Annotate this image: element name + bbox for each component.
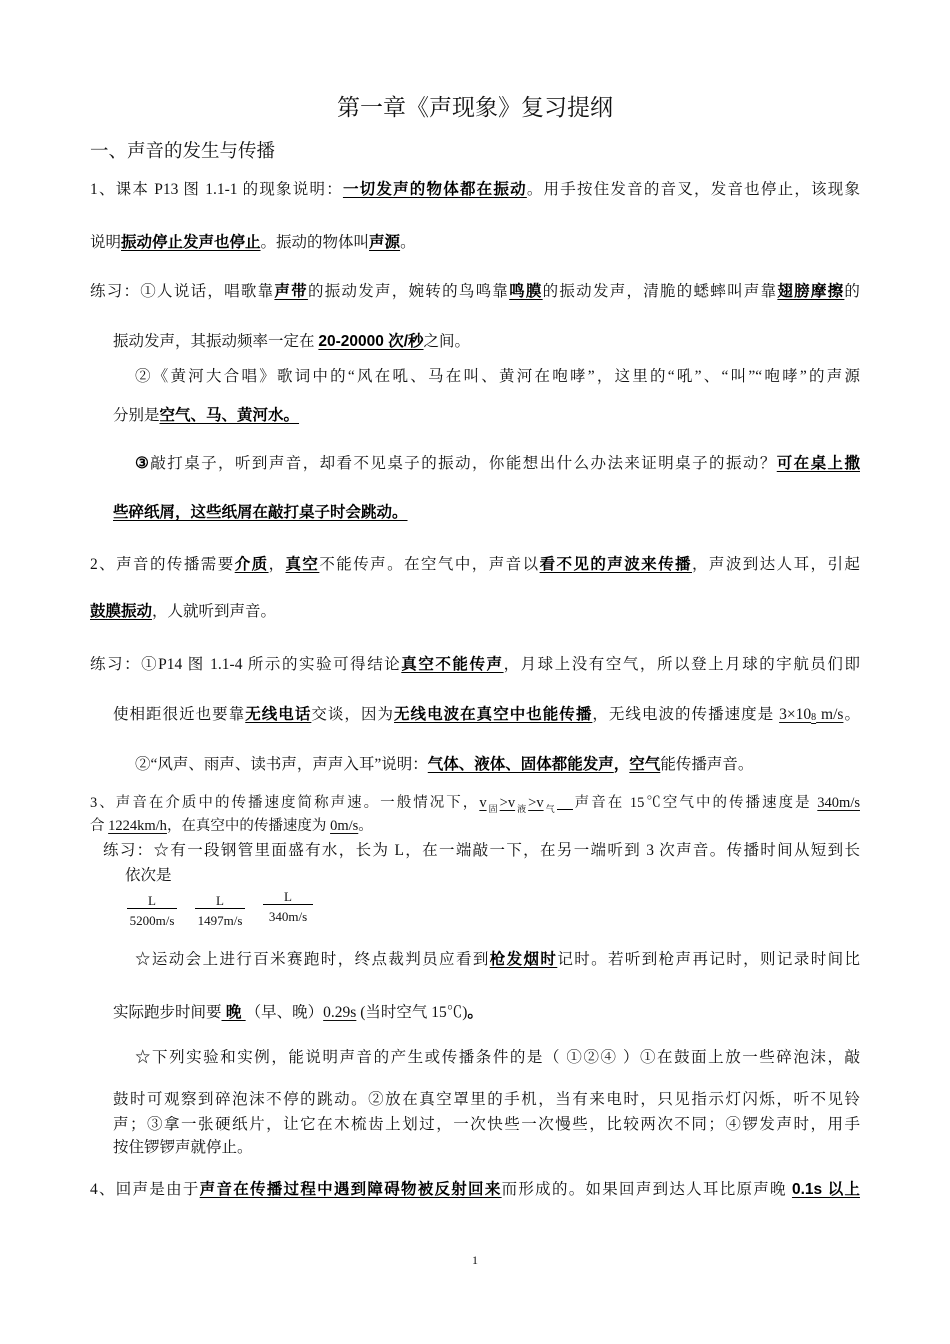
text-run: ，无线电波的传播速度是 xyxy=(592,706,780,723)
item-1-line-2 xyxy=(90,233,416,253)
item-1-line-1 xyxy=(90,180,860,200)
exercise-8-line-4 xyxy=(113,1138,253,1158)
text-run: 练习：☆有一段钢管里面盛有水，长为 L，在一端敲一下，在另一端听到 3 次声音。传播时间从短到长 xyxy=(103,842,860,859)
text-run: (当时空气 15℃) xyxy=(356,1004,468,1021)
exercise-3-line-2 xyxy=(113,503,408,523)
fraction-numerator: L xyxy=(263,890,313,905)
subscript-text: 固 xyxy=(486,804,500,814)
underlined-value: m/s xyxy=(816,706,844,723)
exercise-1-line-2 xyxy=(113,332,470,352)
text-run: 能传播声音。 xyxy=(660,756,754,773)
answer-text: 可在桌上撒 xyxy=(776,455,860,472)
text-run: 之间。 xyxy=(423,333,471,350)
text-run: 鼓时可观察到碎泡沫不停的跳动。②放在真空罩里的手机，当有来电时，只见指示灯闪烁，听不见铃 xyxy=(113,1091,860,1108)
exercise-6-line-1 xyxy=(103,841,860,861)
text-run: ，月球上没有空气，所以登上月球的宇航员们即 xyxy=(503,656,860,673)
exercise-3-line-1 xyxy=(135,454,860,474)
exercise-8-line-2 xyxy=(113,1090,860,1110)
text-run: 2、声音的传播需要 xyxy=(90,556,235,573)
section-heading: 一、声音的发生与传播 xyxy=(90,142,276,162)
underlined-value: 0m/s xyxy=(330,818,359,834)
answer-blank xyxy=(557,795,573,810)
answer-text: 晚 xyxy=(221,1004,246,1021)
answer-text: 气体、液体、固体都能发声 xyxy=(427,756,614,773)
text-run: 按住锣锣声就停止。 xyxy=(113,1139,253,1156)
text-run: 声音在 15℃空气中的传播速度是 xyxy=(572,795,818,811)
text-run: 分别是 xyxy=(113,407,160,424)
answer-text: 鼓膜振动 xyxy=(90,603,153,620)
item-3-line-2 xyxy=(90,816,373,836)
item-2-line-2 xyxy=(90,602,276,622)
underlined-value: v xyxy=(479,795,487,811)
exercise-6-line-2 xyxy=(125,866,172,886)
underlined-value: >v xyxy=(499,795,516,811)
fraction-denominator: 1497m/s xyxy=(197,913,243,928)
text-run: ②“风声、雨声、读书声，声声入耳”说明： xyxy=(135,756,428,773)
answer-text: 真空不能传声 xyxy=(401,656,504,673)
answer-text: 翅膀摩擦 xyxy=(777,283,845,300)
answer-text: 无线电话 xyxy=(245,706,312,723)
underlined-value: 1224km/h xyxy=(108,818,167,834)
emphasis-text: ③ xyxy=(135,455,151,472)
exercise-8-line-1 xyxy=(135,1048,860,1068)
answer-text: 空气、马、黄河水。 xyxy=(159,407,300,424)
answer-text: 振动停止发声也停止 xyxy=(121,234,261,251)
text-run: 依次是 xyxy=(125,867,172,884)
text-run: 1、课本 P13 图 1.1-1 的现象说明： xyxy=(90,181,343,198)
answer-text: 空气 xyxy=(629,756,661,773)
item-2-line-1 xyxy=(90,555,860,575)
exercise-1-line-1 xyxy=(90,282,860,302)
exercise-8-line-3 xyxy=(113,1115,860,1135)
text-run: 。振动的物体叫 xyxy=(260,234,370,251)
text-run: 记时。若听到枪声再记时，则记录时间比 xyxy=(557,951,860,968)
answer-text: 些碎纸屑，这些纸屑在敲打桌子时会跳动。 xyxy=(113,504,408,521)
answer-text: 0.1s 以上 xyxy=(791,1181,860,1198)
exercise-7-line-2 xyxy=(113,1003,483,1023)
text-run: ，在真空中的传播速度为 xyxy=(166,818,331,834)
answer-text: 介质 xyxy=(234,556,269,573)
emphasis-text: 。 xyxy=(467,1004,483,1021)
item-3-line-1 xyxy=(90,793,860,813)
text-run: 不能传声。在空气中，声音以 xyxy=(319,556,540,573)
text-run: 的 xyxy=(844,283,860,300)
exercise-2-line-2 xyxy=(113,406,299,426)
page-number: 1 xyxy=(472,1253,478,1267)
text-run: 交谈，因为 xyxy=(311,706,395,723)
text-run: 振动发声，其振动频率一定在 xyxy=(113,333,319,350)
text-run: 的振动发声，婉转的鸟鸣靠 xyxy=(307,283,510,300)
answer-text: 一切发声的物体都在振动 xyxy=(342,181,527,198)
text-run: ， xyxy=(268,556,286,573)
answer-text: 看不见的声波来传播 xyxy=(539,556,692,573)
text-run: ，人就听到声音。 xyxy=(152,603,277,620)
text-run: ☆下列实验和实例，能说明声音的产生或传播条件的是（ ①②④ ）①在鼓面上放一些碎泡沫，敲 xyxy=(135,1049,860,1066)
exercise-7-line-1 xyxy=(135,950,860,970)
text-run: 3、声音在介质中的传播速度简称声速。一般情况下， xyxy=(90,795,480,811)
text-run: 4、回声是由于 xyxy=(90,1181,200,1198)
answer-text: 20-20000 次/秒 xyxy=(318,333,424,350)
fraction xyxy=(263,890,313,925)
answer-text: 真空 xyxy=(285,556,320,573)
item-4-line-1 xyxy=(90,1180,860,1200)
fraction xyxy=(195,894,245,929)
underlined-value: 340m/s xyxy=(817,795,860,811)
underlined-value: 3×10 xyxy=(779,706,812,723)
text-run: 而形成的。如果回声到达人耳比原声晚 xyxy=(501,1181,792,1198)
text-run: ，声波到达人耳，引起 xyxy=(692,556,860,573)
fraction xyxy=(127,894,177,929)
fraction-denominator: 5200m/s xyxy=(129,913,175,928)
text-run: 实际跑步时间要 xyxy=(113,1004,222,1021)
answer-text: 枪发烟时 xyxy=(489,951,558,968)
text-run: 的振动发声，清脆的蟋蟀叫声靠 xyxy=(542,283,778,300)
underlined-value: 8 xyxy=(811,712,817,723)
fraction-numerator: L xyxy=(127,894,177,909)
text-run: 使相距很近也要靠 xyxy=(113,706,246,723)
text-run: 说明 xyxy=(90,234,122,251)
text-run: 声；③拿一张硬纸片，让它在木梳齿上划过，一次快些一次慢些，比较两次不同；④锣发声时，用手 xyxy=(113,1116,860,1133)
text-run: 。 xyxy=(843,706,860,723)
text-run: 敲打桌子，听到声音，却看不见桌子的振动，你能想出什么办法来证明桌子的振动？ xyxy=(150,455,777,472)
underlined-value: >v xyxy=(528,795,544,811)
answer-text: 无线电波在真空中也能传播 xyxy=(394,706,593,723)
page-title: 第一章《声现象》复习提纲 xyxy=(337,95,613,120)
text-run: ☆运动会上进行百米赛跑时，终点裁判员应看到 xyxy=(135,951,490,968)
text-run: 。 xyxy=(400,234,416,251)
answer-text: 鸣膜 xyxy=(509,283,543,300)
exercise-4-line-1 xyxy=(90,655,860,675)
exercise-2-line-1 xyxy=(135,367,860,387)
answer-text: 声音在传播过程中遇到障碍物被反射回来 xyxy=(199,1181,502,1198)
answer-text: 声带 xyxy=(274,283,308,300)
text-run: 。 xyxy=(358,818,373,834)
fraction-numerator: L xyxy=(195,894,245,909)
underlined-value: 0.29s xyxy=(323,1004,357,1021)
fraction-denominator: 340m/s xyxy=(268,909,308,924)
subscript-text: 液 xyxy=(515,804,529,814)
exercise-5-line-1 xyxy=(135,755,753,775)
text-run: 练习：①P14 图 1.1-4 所示的实验可得结论 xyxy=(90,656,402,673)
text-run: ②《黄河大合唱》歌词中的“风在吼、马在叫、黄河在咆哮”，这里的“吼”、“叫”“咆哮”的声源 xyxy=(135,368,860,385)
text-run: 练习：①人说话，唱歌靠 xyxy=(90,283,275,300)
exercise-4-line-2 xyxy=(113,705,860,725)
subscript-text: 气 xyxy=(543,804,557,814)
emphasis-text: ， xyxy=(613,756,630,773)
answer-text: 声源 xyxy=(369,234,401,251)
text-run: 。用手按住发音的音叉，发音也停止，该现象 xyxy=(526,181,860,198)
text-run: 合 xyxy=(90,818,109,834)
option-text: （早、晚） xyxy=(245,1004,324,1021)
